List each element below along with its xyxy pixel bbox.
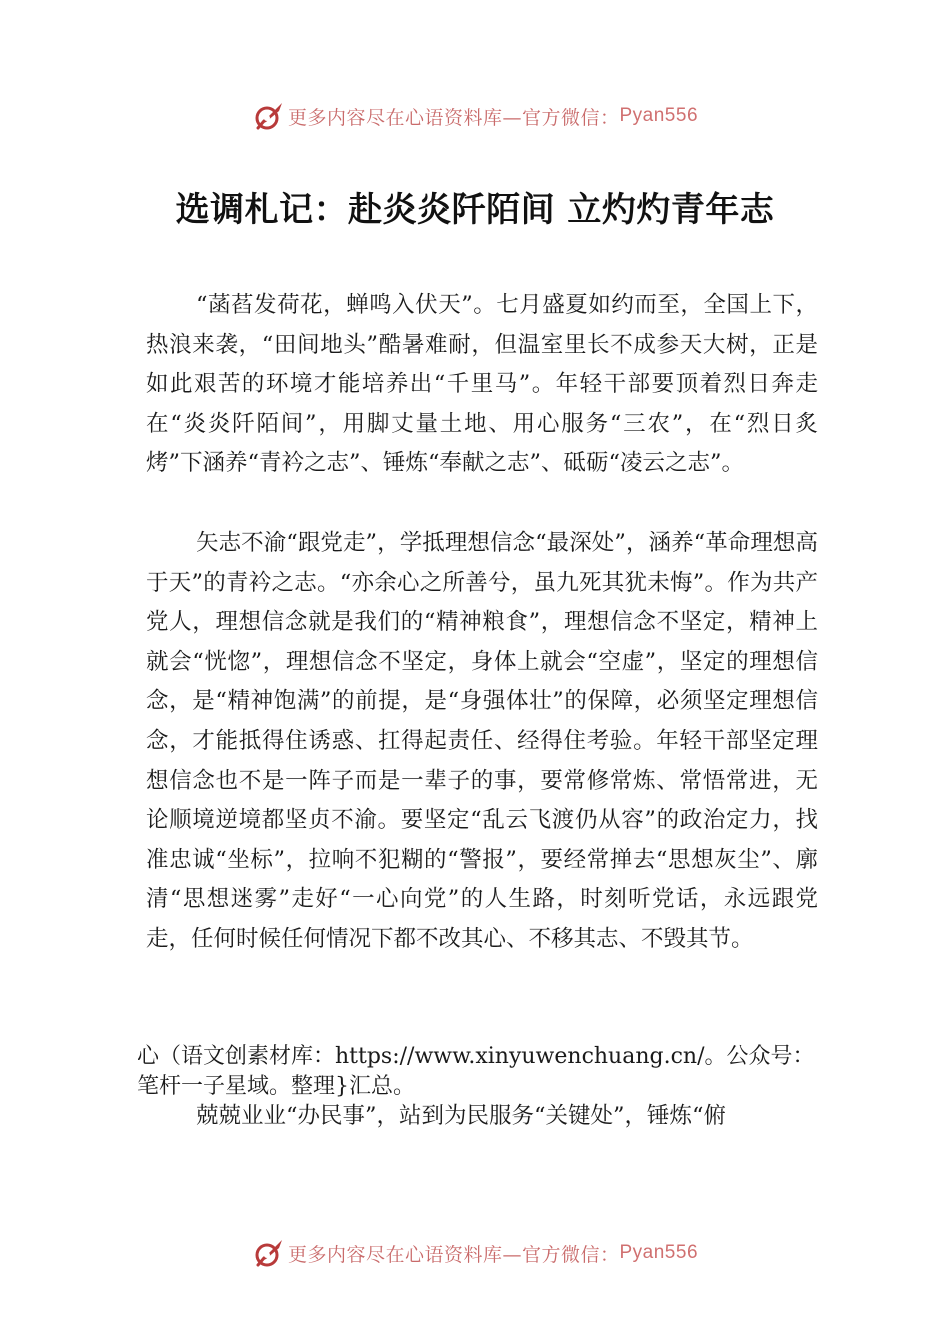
wechat-id: Pyan556 — [619, 1242, 699, 1263]
banner-text: 更多内容尽在心语资料库—官方微信： — [287, 106, 620, 129]
source-note: 心（语文创素材库：https://www.xinyuwenchuang.cn/。公众号：笔杆一子星域。整理}汇总。 — [137, 1044, 815, 1099]
paragraph-ideals: 矢志不渝“跟党走”，学抵理想信念“最深处”，涵养“革命理想高于天”的青衿之志。“亦余心之所善兮，虽九死其犹未悔”。作为共产党人，理想信念就是我们的“精神粮食”，理想信念不坚定，精神上就会“恍惚”，理想信念不坚定，身体上就会“空虚”，坚定的理想信念，是“精神饱满”的前提，是“身强体壮”的保障，必须坚定理想信念，才能抵得住诱惑、扛得起责任、经得住考验。年轻干部坚定理想信念也不是一阵子而是一辈子的事，要常修常炼、常悟常进，无论顺境逆境都坚贞不渝。要坚定“乱云飞渡仍从容”的政治定力，找准忠诚“坐标”，拉响不犯糊的“警报”，要经常掸去“思想灰尘”、廓清“思想迷雾”走好“一心向党”的人生路，时刻听党话，永远跟党走，任何时候任何情况下都不改其心、不移其志、不毁其节。 — [146, 530, 818, 952]
header-banner — [0, 96, 950, 136]
quill-pen-logo-icon — [252, 99, 286, 133]
banner-text: 更多内容尽在心语资料库—官方微信： — [287, 1243, 620, 1266]
paragraph-service: 兢兢业业“办民事”，站到为民服务“关键处”，锤炼“俯 — [196, 1103, 727, 1129]
wechat-id: Pyan556 — [619, 105, 699, 126]
paragraph-intro: “菡萏发荷花，蝉鸣入伏天”。七月盛夏如约而至，全国上下，热浪来袭，“田间地头”酷暑难耐，但温室里长不成参天大树，正是如此艰苦的环境才能培养出“千里马”。年轻干部要顶着烈日奔走在“炎炎阡陌间”，用脚丈量土地、用心服务“三农”，在“烈日炙烤”下涵养“青衿之志”、锤炼“奉献之志”、砥砺“凌云之志”。 — [146, 292, 818, 477]
footer-banner — [0, 1233, 950, 1273]
quill-pen-logo-icon — [252, 1236, 286, 1270]
page-title: 选调札记：赴炎炎阡陌间 立灼灼青年志 — [175, 190, 775, 230]
